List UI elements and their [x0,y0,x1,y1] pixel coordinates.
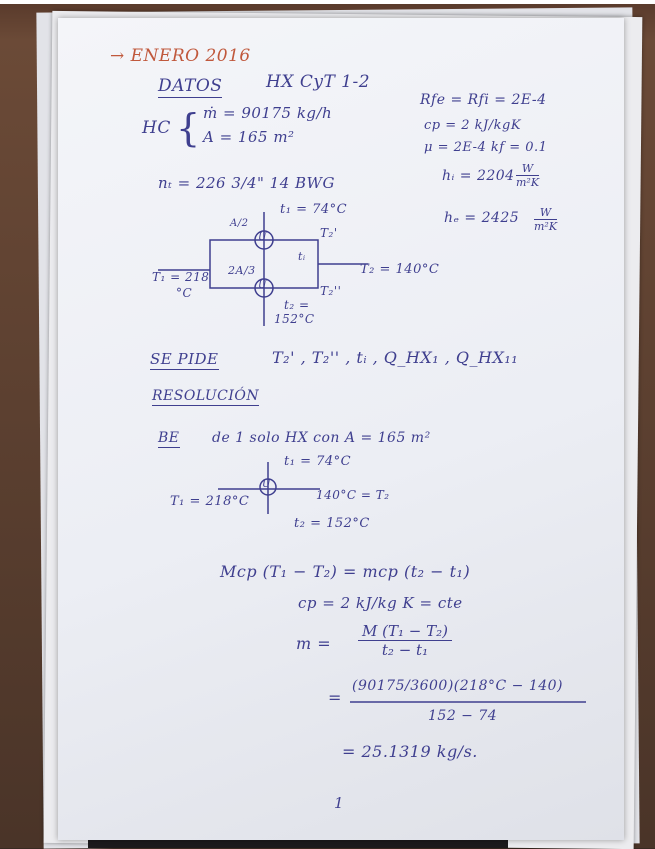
cp-constant-equation: cp = 2 kJ/kg K = cte [298,594,463,612]
t2-value: 152°C [274,312,315,326]
mass-result: = 25.1319 kg/s. [342,742,478,761]
two-thirds-area-label: 2A/3 [228,264,256,277]
page-number: 1 [334,794,345,812]
substitution-equals: = [328,688,342,707]
he-value: hₑ = 2425 [444,210,520,226]
T1-unit-label: °C [176,286,193,300]
T2-label-2: 140°C = T₂ [316,488,390,502]
ti-label: tᵢ [298,250,306,263]
u-label-2: U [262,479,271,490]
notebook-page [58,18,624,840]
T2-double-prime-label: T₂'' [320,284,342,298]
cp-value: cp = 2 kJ/kgK [424,118,522,133]
brace-icon: { [176,106,201,150]
exchanger-label: HX CyT 1-2 [266,72,371,92]
mass-equation-numerator: M (T₁ − T₂) [358,622,452,641]
t2-label: t₂ = [284,298,310,312]
substitution-denominator: 152 − 74 [428,708,498,724]
mass-flow-value: ṁ = 90175 kg/h [203,104,333,122]
mass-equation-fraction [358,622,452,659]
u-top-label: U [258,232,267,243]
u-bottom-label: U [258,280,267,291]
resolucion-heading: RESOLUCIÓN [152,388,260,404]
hc-label: HC [142,118,171,138]
mass-equation-denominator: t₂ − t₁ [381,641,429,659]
T1-inlet-label: T₁ = 218 [152,270,210,284]
t2-label-2: t₂ = 152°C [294,516,370,531]
T1-label-2: T₁ = 218°C [170,494,250,509]
energy-balance-equation: Mcp (T₁ − T₂) = mcp (t₂ − t₁) [220,562,471,581]
be-description: de 1 solo HX con A = 165 m² [212,430,431,446]
he-unit-den: m²K [534,220,558,233]
datos-heading: DATOS [158,76,223,96]
be-label: BE [158,430,180,446]
viscosity-conductivity: μ = 2E-4 kf = 0.1 [424,140,548,155]
hi-unit-den: m²K [516,176,540,189]
substitution-numerator: (90175/3600)(218°C − 140) [352,678,564,694]
t1-label-2: t₁ = 74°C [284,454,352,469]
half-area-label: A/2 [230,218,249,229]
requested-values: T₂' , T₂'' , tᵢ , Q_HX₁ , Q_HX₁₁ [272,348,519,367]
mass-equation-lhs: m = [296,634,332,653]
page-date-title: → ENERO 2016 [110,46,251,66]
t1-label: t₁ = 74°C [280,202,348,217]
exchanger-diagram-lines [58,18,624,840]
se-pide-heading: SE PIDE [150,350,219,368]
he-unit-num: W [534,206,557,220]
hi-unit-num: W [516,162,539,176]
hi-value: hᵢ = 2204 [442,168,515,184]
area-value: A = 165 m² [203,128,295,146]
tubes-spec: nₜ = 226 3/4" 14 BWG [158,174,335,192]
t2-prime-label: T₂' [320,226,338,240]
fouling-factors: Rfe = Rfi = 2E-4 [420,92,547,108]
T2-outlet-label: T₂ = 140°C [360,262,440,277]
